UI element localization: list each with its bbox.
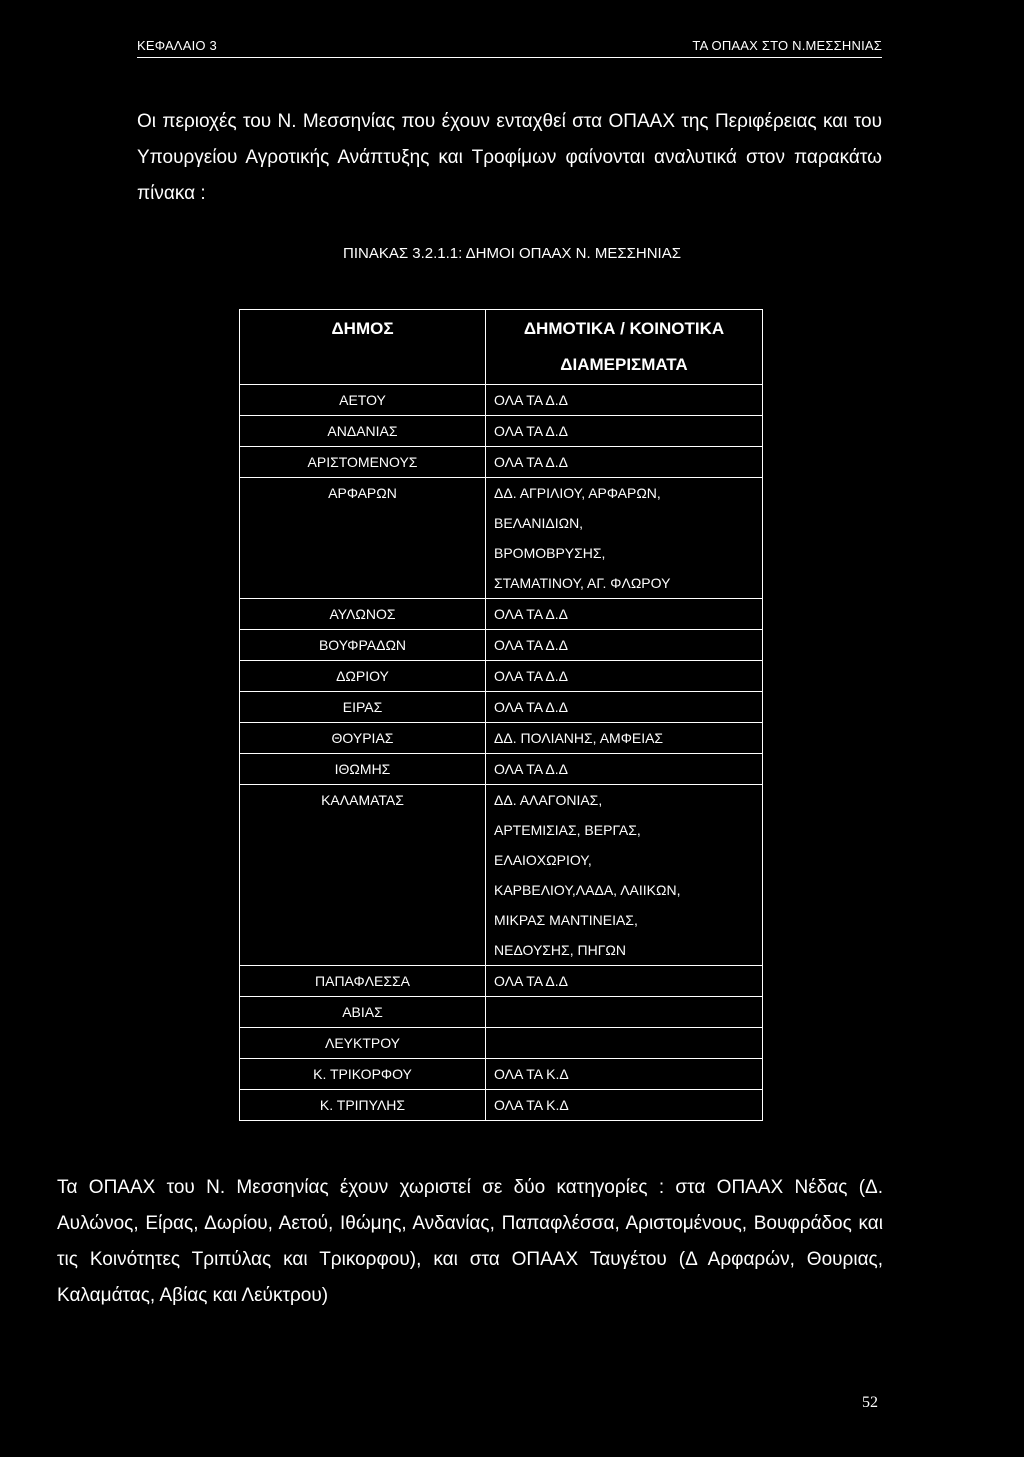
diamerisma-line: ΝΕΔΟΥΣΗΣ, ΠΗΓΩΝ <box>494 942 626 958</box>
diamerismata-cell <box>486 785 763 966</box>
diamerismata-cell <box>486 1090 763 1121</box>
diamerisma-line: ΟΛΑ ΤΑ Δ.Δ <box>494 423 568 439</box>
table-row <box>240 785 763 966</box>
table-row <box>240 723 763 754</box>
table-row <box>240 599 763 630</box>
diamerismata-cell <box>486 385 763 416</box>
header-divider <box>137 57 882 58</box>
dimos-cell: Κ. ΤΡΙΚΟΡΦΟΥ <box>240 1059 486 1090</box>
table-row <box>240 478 763 599</box>
dimos-cell: ΑΡΙΣΤΟΜΕΝΟΥΣ <box>240 447 486 478</box>
diamerismata-cell <box>486 478 763 599</box>
table-row <box>240 385 763 416</box>
diamerisma-line: ΔΔ. ΑΓΡΙΛΙΟΥ, ΑΡΦΑΡΩΝ, <box>494 485 661 501</box>
dimos-cell: ΒΟΥΦΡΑΔΩΝ <box>240 630 486 661</box>
dimos-cell: ΛΕΥΚΤΡΟΥ <box>240 1028 486 1059</box>
table-row <box>240 1059 763 1090</box>
diamerisma-line: ΟΛΑ ΤΑ Δ.Δ <box>494 761 568 777</box>
outro-paragraph: Τα ΟΠΑΑΧ του Ν. Μεσσηνίας έχουν χωριστεί σε δύο κατηγορίες : στα ΟΠΑΑΧ Νέδας (Δ. Αυλώνος, Είρας, Δωρίου, Αετού, Ιθώμης, Ανδανίας, Παπαφλέσσα, Αριστομένους, Βουφράδος και τις Κοινότητες Τριπύλας και Τρικορφου), και στα ΟΠΑΑΧ Ταυγέτου (Δ Αρφαρών, Θουριας, Καλαμάτας, Αβίας και Λεύκτρου) <box>57 1177 883 1306</box>
diamerismata-cell <box>486 692 763 723</box>
dimos-cell: ΚΑΛΑΜΑΤΑΣ <box>240 785 486 966</box>
dimos-cell: ΑΡΦΑΡΩΝ <box>240 478 486 599</box>
table-row <box>240 754 763 785</box>
diamerisma-line: ΟΛΑ ΤΑ Δ.Δ <box>494 699 568 715</box>
dimos-cell: ΙΘΩΜΗΣ <box>240 754 486 785</box>
chapter-label: ΚΕΦΑΛΑΙΟ 3 <box>137 38 217 53</box>
diamerismata-cell <box>486 754 763 785</box>
dimos-cell: ΑΥΛΩΝΟΣ <box>240 599 486 630</box>
diamerisma-line: ΔΔ. ΠΟΛΙΑΝΗΣ, ΑΜΦΕΙΑΣ <box>494 730 664 746</box>
diamerismata-cell <box>486 1028 763 1059</box>
diamerismata-cell <box>486 723 763 754</box>
table-row <box>240 692 763 723</box>
dimos-cell: ΠΑΠΑΦΛΕΣΣΑ <box>240 966 486 997</box>
dimos-cell: ΔΩΡΙΟΥ <box>240 661 486 692</box>
diamerismata-cell <box>486 1059 763 1090</box>
diamerisma-line: ΟΛΑ ΤΑ Κ.Δ <box>494 1097 569 1113</box>
diamerisma-line: ΟΛΑ ΤΑ Κ.Δ <box>494 1066 569 1082</box>
table-header-row <box>240 310 763 385</box>
diamerismata-cell <box>486 599 763 630</box>
diamerisma-line: ΔΔ. ΑΛΑΓΟΝΙΑΣ, <box>494 792 603 808</box>
intro-paragraph: Οι περιοχές του Ν. Μεσσηνίας που έχουν ενταχθεί στα ΟΠΑΑΧ της Περιφέρειας και του Υπουργείου Αγροτικής Ανάπτυξης και Τροφίμων φαίνονται αναλυτικά στον παρακάτω πίνακα : <box>137 111 882 204</box>
diamerismata-cell <box>486 447 763 478</box>
dimos-cell: ΘΟΥΡΙΑΣ <box>240 723 486 754</box>
diamerisma-line: ΒΕΛΑΝΙΔΙΩΝ, <box>494 515 584 531</box>
diamerisma-line: ΣΤΑΜΑΤΙΝΟΥ, ΑΓ. ΦΛΩΡΟΥ <box>494 575 671 591</box>
diamerismata-cell <box>486 997 763 1028</box>
dimos-cell: ΑΝΔΑΝΙΑΣ <box>240 416 486 447</box>
diamerisma-line: ΟΛΑ ΤΑ Δ.Δ <box>494 668 568 684</box>
diamerismata-cell <box>486 966 763 997</box>
table-row <box>240 1090 763 1121</box>
table-caption: ΠΙΝΑΚΑΣ 3.2.1.1: ΔΗΜΟΙ ΟΠΑΑΧ Ν. ΜΕΣΣΗΝΙΑΣ <box>342 245 682 262</box>
dimos-cell: ΕΙΡΑΣ <box>240 692 486 723</box>
diamerisma-line: ΜΙΚΡΑΣ ΜΑΝΤΙΝΕΙΑΣ, <box>494 912 638 928</box>
diamerisma-line: ΑΡΤΕΜΙΣΙΑΣ, ΒΕΡΓΑΣ, <box>494 822 641 838</box>
diamerisma-line: ΟΛΑ ΤΑ Δ.Δ <box>494 454 568 470</box>
table-row <box>240 966 763 997</box>
section-label: ΤΑ ΟΠΑΑΧ ΣΤΟ Ν.ΜΕΣΣΗΝΙΑΣ <box>692 38 882 53</box>
diamerisma-line: ΚΑΡΒΕΛΙΟΥ,ΛΑΔΑ, ΛΑΙΙΚΩΝ, <box>494 882 681 898</box>
diamerisma-line: ΟΛΑ ΤΑ Δ.Δ <box>494 973 568 989</box>
municipalities-table <box>239 309 763 1121</box>
table-row <box>240 1028 763 1059</box>
diamerisma-line: ΟΛΑ ΤΑ Δ.Δ <box>494 606 568 622</box>
table-row <box>240 416 763 447</box>
table-body <box>240 385 763 1121</box>
dimos-cell: ΑΕΤΟΥ <box>240 385 486 416</box>
table-row <box>240 997 763 1028</box>
diamerisma-line: ΕΛΑΙΟΧΩΡΙΟΥ, <box>494 852 592 868</box>
header-diamerismata: ΔΗΜΟΤΙΚΑ / ΚΟΙΝΟΤΙΚΑ ΔΙΑΜΕΡΙΣΜΑΤΑ <box>486 310 763 385</box>
page-number: 52 <box>862 1394 878 1411</box>
diamerismata-cell <box>486 416 763 447</box>
diamerisma-line: ΟΛΑ ΤΑ Δ.Δ <box>494 637 568 653</box>
dimos-cell: ΑΒΙΑΣ <box>240 997 486 1028</box>
diamerismata-cell <box>486 661 763 692</box>
diamerisma-line: ΟΛΑ ΤΑ Δ.Δ <box>494 392 568 408</box>
table-row <box>240 661 763 692</box>
table-row <box>240 630 763 661</box>
dimos-cell: Κ. ΤΡΙΠΥΛΗΣ <box>240 1090 486 1121</box>
diamerismata-cell <box>486 630 763 661</box>
table-row <box>240 447 763 478</box>
header-dimos: ΔΗΜΟΣ <box>240 310 486 385</box>
diamerisma-line: ΒΡΟΜΟΒΡΥΣΗΣ, <box>494 545 606 561</box>
